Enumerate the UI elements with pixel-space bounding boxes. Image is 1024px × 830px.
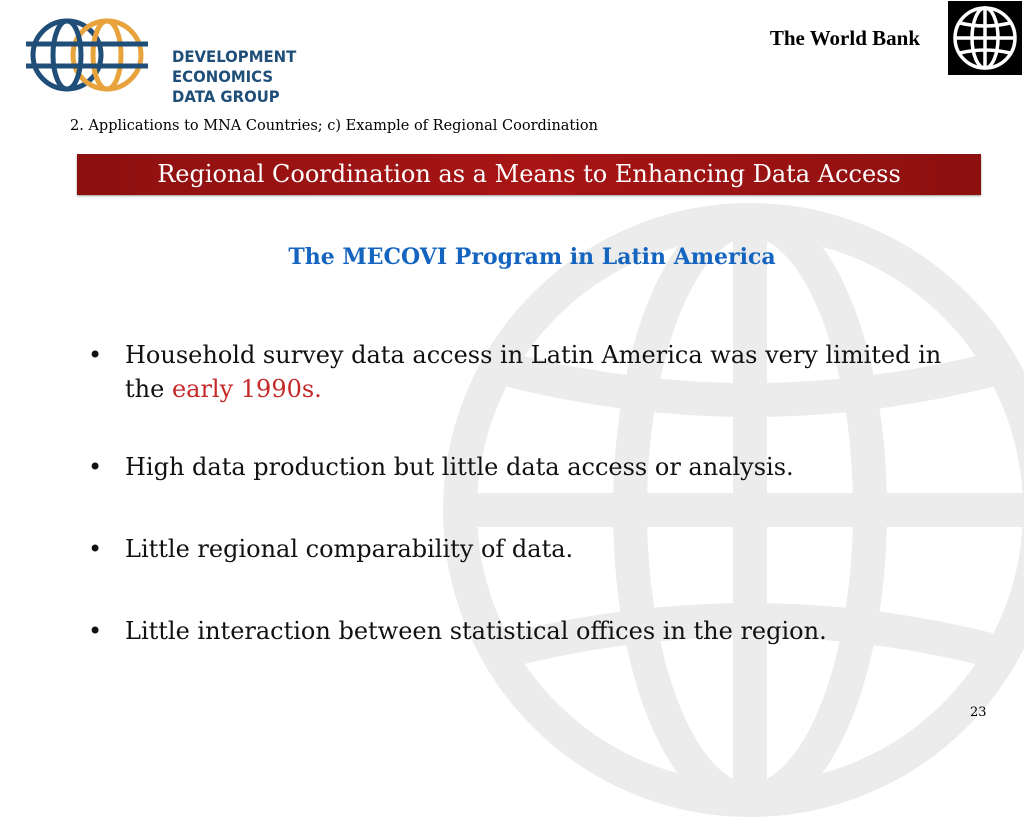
logo-line2: DATA GROUP	[172, 87, 280, 106]
title-banner: Regional Coordination as a Means to Enhancing Data Access	[77, 154, 981, 195]
world-bank-logo	[948, 1, 1022, 75]
globe-logo-icon	[22, 14, 152, 96]
bullet-item	[88, 338, 948, 406]
bullet-text: Little regional comparability of data.	[125, 535, 574, 563]
bullet-text: Little interaction between statistical offices in the region.	[125, 617, 827, 645]
bullet-item	[88, 532, 948, 566]
dec-data-group-logo	[22, 14, 352, 106]
logo-line1: DEVELOPMENT ECONOMICS	[172, 47, 297, 86]
org-title: The World Bank	[769, 26, 920, 50]
bullet-text: High data production but little data access or analysis.	[125, 453, 794, 481]
world-bank-globe-icon	[948, 1, 1022, 75]
breadcrumb: 2. Applications to MNA Countries; c) Example of Regional Coordination	[70, 118, 598, 134]
bullet-text: Household survey data access in Latin America was very limited in the	[125, 341, 942, 403]
bullet-list	[88, 338, 948, 648]
logo-text	[172, 47, 339, 107]
bullet-highlight: early 1990s.	[171, 375, 322, 403]
page-number: 23	[970, 705, 987, 720]
bullet-item	[88, 614, 948, 648]
slide-subtitle: The MECOVI Program in Latin America	[288, 244, 776, 270]
bullet-item	[88, 450, 948, 484]
